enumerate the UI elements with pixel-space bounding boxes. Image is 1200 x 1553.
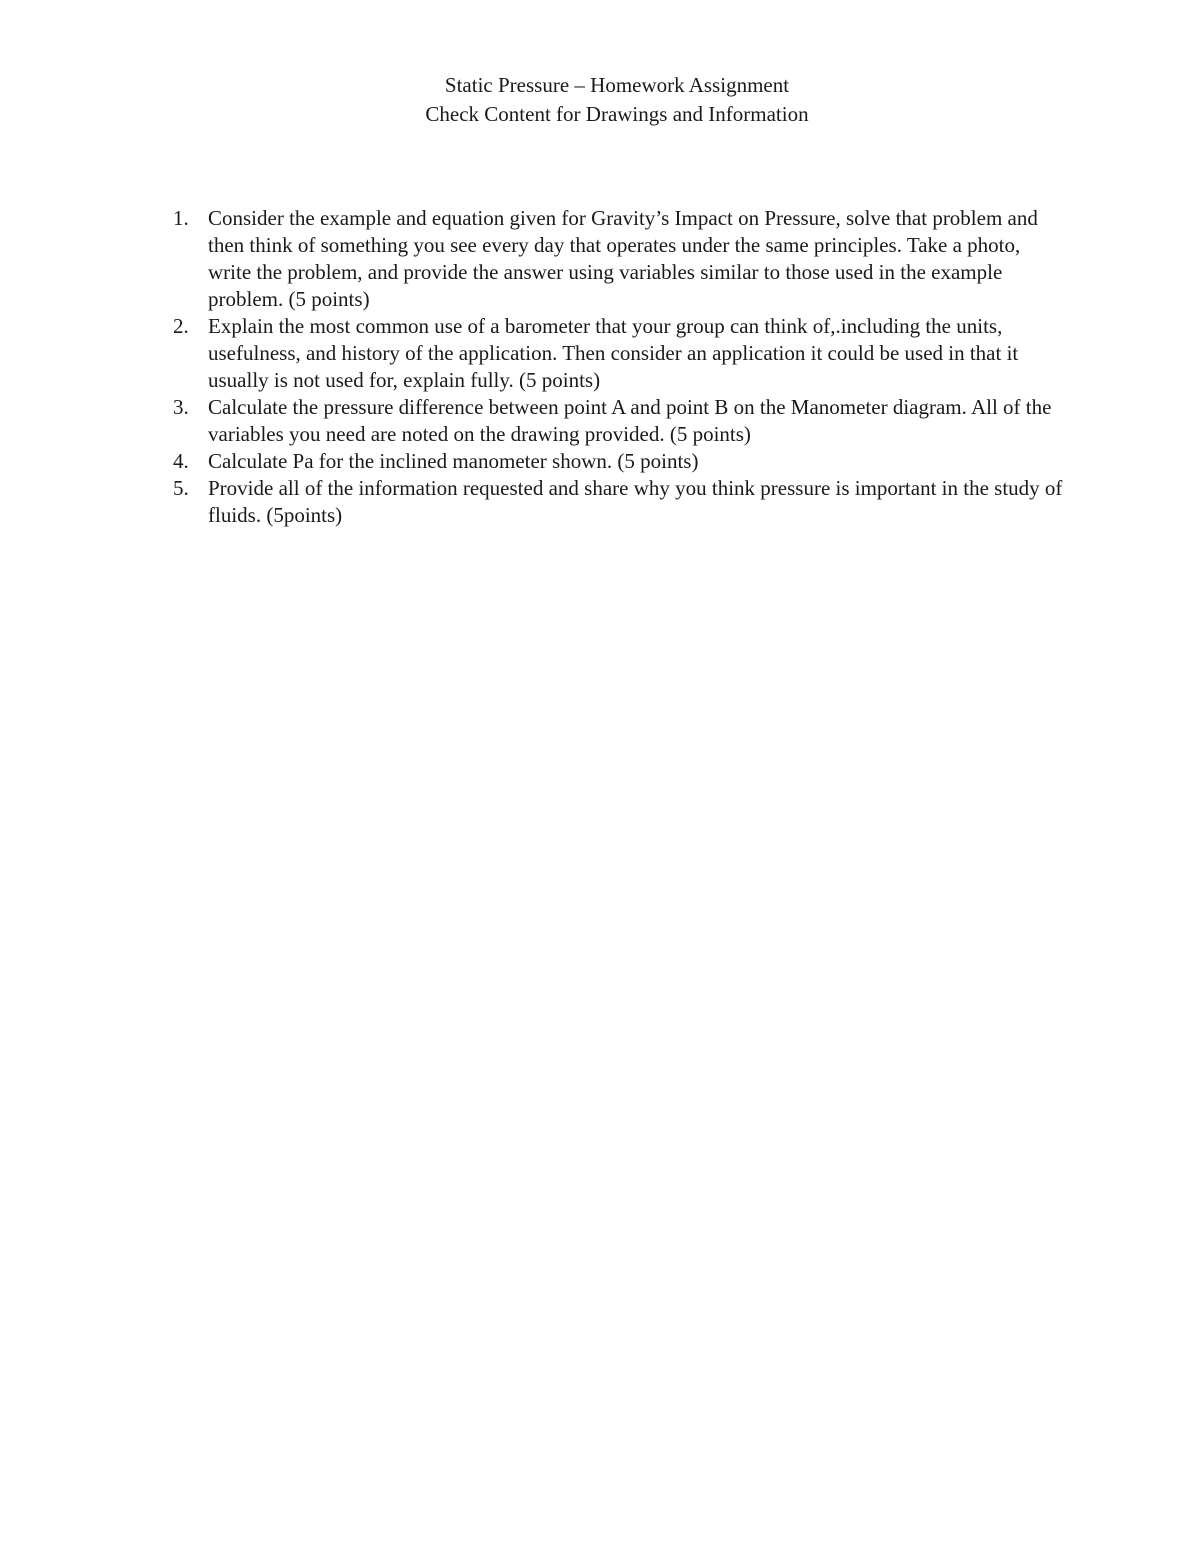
question-number: 4. <box>173 449 189 473</box>
question-text: Calculate the pressure difference between point A and point B on the Manometer diagram. All of the variables you need are noted on the drawing provided. (5 points) <box>208 395 1052 446</box>
question-number: 3. <box>173 395 189 419</box>
question-item <box>163 394 1063 448</box>
document-title: Static Pressure – Homework Assignment <box>444 73 790 97</box>
question-item <box>163 313 1063 394</box>
question-item <box>163 448 1063 475</box>
question-text: Provide all of the information requested and share why you think pressure is important in the study of fluids. (5points) <box>208 476 1063 527</box>
document-subtitle: Check Content for Drawings and Information <box>425 102 809 126</box>
question-text: Explain the most common use of a barometer that your group can think of,.including the units, usefulness, and history of the application. Then consider an application it could be used in that it usually is not used for, explain fully. (5 points) <box>208 314 1019 392</box>
question-item <box>163 205 1063 313</box>
question-text: Consider the example and equation given for Gravity’s Impact on Pressure, solve that problem and then think of something you see every day that operates under the same principles. Take a photo, write the problem, and provide the answer using variables similar to those used in the example problem. (5 points) <box>208 206 1038 311</box>
question-number: 5. <box>173 476 189 500</box>
question-list <box>163 205 1063 529</box>
question-item <box>163 475 1063 529</box>
question-number: 1. <box>173 206 189 230</box>
question-number: 2. <box>173 314 189 338</box>
document-header <box>0 71 1200 129</box>
question-text: Calculate Pa for the inclined manometer shown. (5 points) <box>208 449 699 473</box>
